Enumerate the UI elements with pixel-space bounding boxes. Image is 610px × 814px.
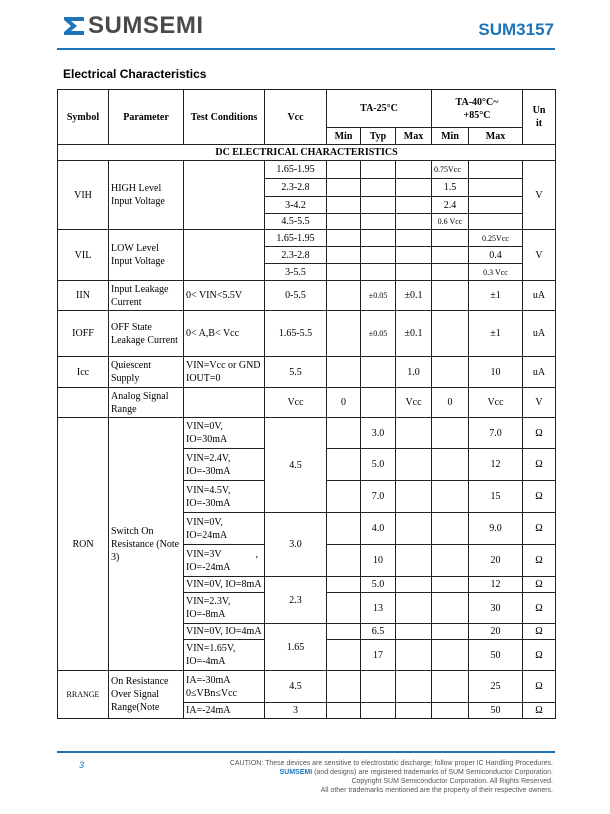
rrange-parameter: On Resistance Over Signal Range(Note — [109, 671, 184, 719]
table-cell: 4.5-5.5 — [265, 214, 327, 230]
trademark-note: All other trademarks mentioned are the property of their respective owners. — [320, 787, 553, 794]
table-cell: 50 — [469, 703, 523, 719]
table-cell: Vcc — [265, 388, 327, 418]
table-cell: Vcc — [396, 388, 432, 418]
header-max: Max — [396, 128, 432, 145]
ioff-parameter: OFF State Leakage Current — [109, 311, 184, 357]
table-cell: 13 — [361, 593, 396, 624]
footer-rule — [57, 751, 555, 753]
table-cell: VIN=1.65V, IO=-4mA — [184, 640, 265, 671]
table-cell: Vcc — [469, 388, 523, 418]
ron-parameter: Switch On Resistance (Note 3) — [109, 418, 184, 671]
table-cell: 7.0 — [361, 481, 396, 513]
table-cell: 5.0 — [361, 449, 396, 481]
table-cell: 1.65-1.95 — [265, 161, 327, 179]
table-cell: 0 — [327, 388, 361, 418]
table-cell: 15 — [469, 481, 523, 513]
table-cell: 2.4 — [432, 197, 469, 214]
table-cell: 25 — [469, 671, 523, 703]
table-cell: 0< VIN<5.5V — [184, 281, 265, 311]
table-cell: 0.4 — [469, 247, 523, 264]
table-cell: 0.3 Vcc — [469, 264, 523, 281]
table-cell: Ω — [523, 593, 556, 624]
table-cell: ±1 — [469, 311, 523, 357]
table-cell: VIN=0V, IO=8mA — [184, 577, 265, 593]
table-cell: Ω — [523, 624, 556, 640]
table-cell: 30 — [469, 593, 523, 624]
header-test-conditions: Test Conditions — [184, 90, 265, 145]
table-cell: VIN=3V , IO=-24mA — [184, 545, 265, 577]
table-cell: 3.0 — [361, 418, 396, 449]
header-vcc: Vcc — [265, 90, 327, 145]
table-cell: 2.3 — [265, 577, 327, 624]
table-cell: V — [523, 388, 556, 418]
electrical-characteristics-table — [57, 89, 556, 719]
table-cell: 3-5.5 — [265, 264, 327, 281]
table-cell: 0.75Vcc — [432, 161, 469, 179]
table-cell: uA — [523, 281, 556, 311]
header-parameter: Parameter — [109, 90, 184, 145]
vil-parameter: LOW Level Input Voltage — [109, 230, 184, 281]
table-cell: 10 — [469, 357, 523, 388]
table-cell: 0 — [432, 388, 469, 418]
ioff-symbol: IOFF — [58, 311, 109, 357]
header-min: Min — [327, 128, 361, 145]
page-number: 3 — [79, 760, 85, 770]
table-cell: IA=-30mA 0≤VBn≤Vcc — [184, 671, 265, 703]
iin-symbol: IIN — [58, 281, 109, 311]
table-cell: 0.6 Vcc — [432, 214, 469, 230]
table-cell: 1.5 — [432, 179, 469, 197]
table-cell: 4.0 — [361, 513, 396, 545]
asr-parameter: Analog Signal Range — [109, 388, 184, 418]
table-cell: 0< A,B< Vcc — [184, 311, 265, 357]
brand-name: SUMSEMI — [88, 12, 204, 39]
table-cell: ±0.05 — [361, 281, 396, 311]
icc-symbol: Icc — [58, 357, 109, 388]
table-cell: 1.65 — [265, 624, 327, 671]
ron-symbol: RON — [58, 418, 109, 671]
table-cell: 50 — [469, 640, 523, 671]
table-cell: VIN=Vcc or GND IOUT=0 — [184, 357, 265, 388]
header-ta-range: TA-40°C~ +85°C — [432, 90, 523, 128]
table-cell: IA=-24mA — [184, 703, 265, 719]
dc-section-title: DC ELECTRICAL CHARACTERISTICS — [58, 145, 556, 161]
header-typ: Typ — [361, 128, 396, 145]
table-cell: 0.25Vcc — [469, 230, 523, 247]
table-cell: 2.3-2.8 — [265, 179, 327, 197]
table-cell: Ω — [523, 545, 556, 577]
part-number: SUM3157 — [478, 20, 554, 39]
header-rule — [57, 48, 555, 50]
sigma-logo-icon — [63, 15, 85, 37]
table-cell: Ω — [523, 513, 556, 545]
table-cell: VIN=4.5V, IO=-30mA — [184, 481, 265, 513]
table-cell: 7.0 — [469, 418, 523, 449]
table-cell: ±0.1 — [396, 281, 432, 311]
iin-parameter: Input Leakage Current — [109, 281, 184, 311]
table-cell: 12 — [469, 577, 523, 593]
copyright-text: Copyright SUM Semiconductor Corporation. All Rights Reserved. — [351, 778, 553, 785]
header-ta25: TA-25°C — [327, 90, 432, 128]
table-cell: Ω — [523, 481, 556, 513]
table-cell: 0-5.5 — [265, 281, 327, 311]
table-cell: ±0.1 — [396, 311, 432, 357]
table-cell: Ω — [523, 449, 556, 481]
table-cell: 3-4.2 — [265, 197, 327, 214]
vih-unit: V — [523, 161, 556, 230]
table-cell: 1.0 — [396, 357, 432, 388]
vih-symbol: VIH — [58, 161, 109, 230]
trademark-text: SUMSEMI (and designs) are registered trademarks of SUM Semiconductor Corporation. — [279, 769, 553, 776]
header-max2: Max — [469, 128, 523, 145]
table-cell: 1.65-5.5 — [265, 311, 327, 357]
vil-symbol: VIL — [58, 230, 109, 281]
table-cell: uA — [523, 311, 556, 357]
table-cell: ±0.05 — [361, 311, 396, 357]
table-cell: ±1 — [469, 281, 523, 311]
brand-logo — [63, 13, 204, 39]
table-cell: 5.5 — [265, 357, 327, 388]
table-cell: Ω — [523, 671, 556, 703]
table-cell: Ω — [523, 577, 556, 593]
header-symbol: Symbol — [58, 90, 109, 145]
table-cell: 12 — [469, 449, 523, 481]
table-cell: 9.0 — [469, 513, 523, 545]
table-cell: 5.0 — [361, 577, 396, 593]
table-cell: 20 — [469, 545, 523, 577]
table-cell: 4.5 — [265, 418, 327, 513]
table-cell: VIN=2.4V, IO=-30mA — [184, 449, 265, 481]
table-cell: 1.65-1.95 — [265, 230, 327, 247]
table-cell: VIN=0V, IO=30mA — [184, 418, 265, 449]
table-cell: VIN=0V, IO=4mA — [184, 624, 265, 640]
icc-parameter: Quiescent Supply — [109, 357, 184, 388]
section-title: Electrical Characteristics — [63, 67, 207, 81]
table-cell: Ω — [523, 640, 556, 671]
table-cell: 20 — [469, 624, 523, 640]
table-cell: 17 — [361, 640, 396, 671]
table-cell: 10 — [361, 545, 396, 577]
vil-unit: V — [523, 230, 556, 281]
table-cell: 3 — [265, 703, 327, 719]
table-cell: VIN=0V, IO=24mA — [184, 513, 265, 545]
table-cell: 3.0 — [265, 513, 327, 577]
table-cell: Ω — [523, 418, 556, 449]
table-cell: 6.5 — [361, 624, 396, 640]
header-unit: Un it — [523, 90, 556, 145]
vih-parameter: HIGH Level Input Voltage — [109, 161, 184, 230]
caution-text: CAUTION: These devices are sensitive to electrostatic discharge; follow proper IC Handling Procedures. — [229, 760, 553, 767]
rrange-symbol: RRANGE — [58, 671, 109, 719]
footer-notice — [133, 759, 553, 795]
table-cell: VIN=2.3V, IO=-8mA — [184, 593, 265, 624]
header-min2: Min — [432, 128, 469, 145]
table-cell: 2.3-2.8 — [265, 247, 327, 264]
table-cell: 4.5 — [265, 671, 327, 703]
table-cell: Ω — [523, 703, 556, 719]
table-cell: uA — [523, 357, 556, 388]
